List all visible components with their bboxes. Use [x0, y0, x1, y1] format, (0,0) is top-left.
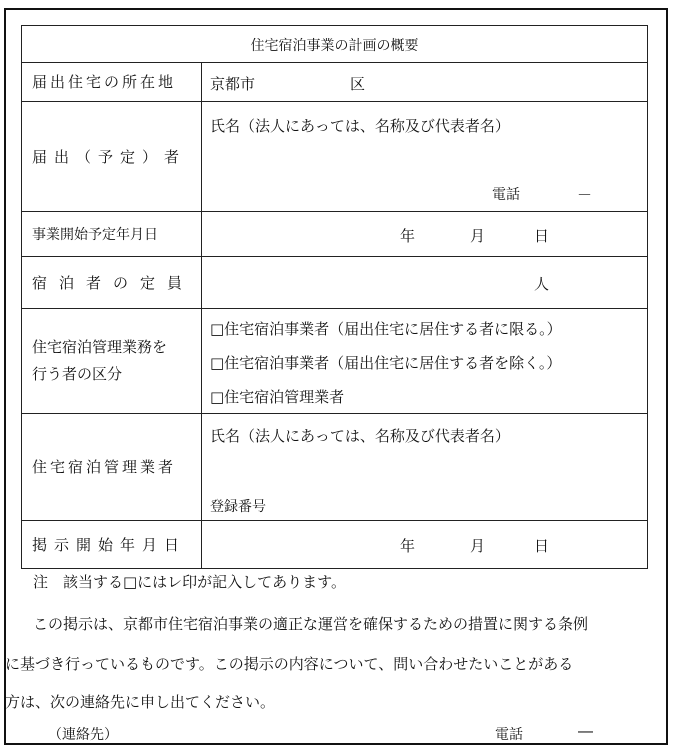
notifier-phone-separator: －	[577, 186, 593, 204]
address-ward: 区	[350, 75, 366, 93]
manager-type-option-manager: □住宅宿泊管理業者	[210, 388, 345, 406]
posting-date-month: 月	[470, 537, 486, 555]
start-date-year: 年	[400, 227, 416, 245]
notifier-name-label: 氏名（法人にあっては、名称及び代表者名）	[210, 117, 510, 135]
notice-text-line3: 方は、次の連絡先に申し出てください。	[5, 693, 276, 711]
start-date-row	[21, 211, 648, 257]
posting-date-row	[21, 520, 648, 569]
checkbox-note: 注 該当する□にはレ印が記入してあります。	[33, 573, 346, 591]
manager-value-cell	[202, 413, 647, 520]
capacity-label: 宿泊者の定員	[22, 256, 202, 308]
notifier-phone-label: 電話	[492, 187, 520, 203]
contact-label: （連絡先）	[48, 727, 118, 743]
address-value-cell	[202, 62, 647, 101]
posting-date-day: 日	[534, 537, 550, 555]
posting-date-year: 年	[400, 537, 416, 555]
address-row	[21, 62, 648, 102]
manager-type-row	[21, 308, 648, 414]
manager-label: 住宅宿泊管理業者	[22, 413, 202, 520]
manager-type-label-line2: 行う者の区分	[32, 364, 123, 383]
capacity-value-cell	[202, 256, 647, 308]
manager-type-option-resident: □住宅宿泊事業者（届出住宅に居住する者に限る。）	[210, 320, 562, 338]
form-title-row	[21, 25, 648, 63]
contact-phone-label: 電話	[495, 727, 523, 743]
contact-phone-separator: ―	[578, 722, 593, 740]
posting-date-value-cell	[202, 520, 647, 568]
address-label: 届出住宅の所在地	[22, 62, 202, 101]
manager-row	[21, 413, 648, 521]
manager-type-label-line1: 住宅宿泊管理業務を	[32, 337, 168, 356]
manager-type-value-cell	[202, 308, 647, 413]
form-title: 住宅宿泊事業の計画の概要	[250, 38, 419, 54]
manager-name-label: 氏名（法人にあっては、名称及び代表者名）	[210, 427, 510, 445]
start-date-value-cell	[202, 211, 647, 256]
manager-registration-label: 登録番号	[210, 499, 266, 515]
notifier-label: 届出（予定）者	[22, 101, 202, 211]
start-date-label: 事業開始予定年月日	[22, 211, 202, 256]
capacity-row	[21, 256, 648, 309]
capacity-unit: 人	[534, 275, 550, 293]
notice-text-line2: に基づき行っているものです。この掲示の内容について、問い合わせたいことがある	[5, 655, 574, 673]
address-city: 京都市	[210, 75, 256, 93]
manager-type-option-nonresident: □住宅宿泊事業者（届出住宅に居住する者を除く。）	[210, 354, 562, 372]
start-date-day: 日	[534, 227, 550, 245]
posting-date-label: 掲示開始年月日	[22, 520, 202, 568]
start-date-month: 月	[470, 227, 486, 245]
notifier-value-cell	[202, 101, 647, 211]
manager-type-label	[22, 308, 202, 413]
notice-text-line1: この掲示は、京都市住宅宿泊事業の適正な運営を確保するための措置に関する条例	[33, 615, 589, 633]
notifier-row	[21, 101, 648, 212]
